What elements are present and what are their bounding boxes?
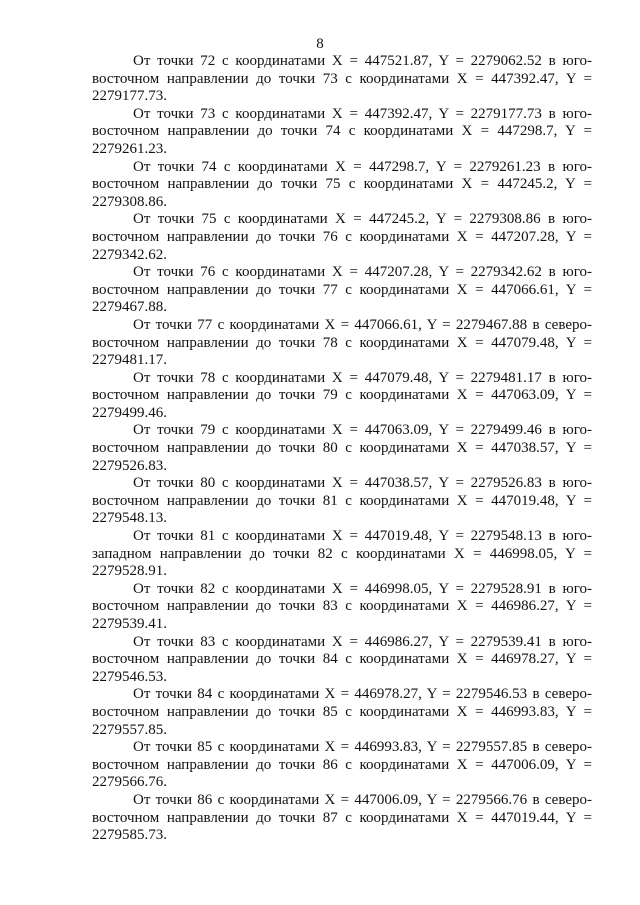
boundary-paragraph: От точки 81 с координатами X = 447019.48, Y = 2279548.13 в юго-западном направлении до точки 82 с координатами X = 446998.05, Y = 2279528.91. [92, 528, 592, 580]
document-body [92, 53, 592, 845]
boundary-paragraph: От точки 85 с координатами X = 446993.83, Y = 2279557.85 в северо-восточном направлении до точки 86 с координатами X = 447006.09, Y = 2279566.76. [92, 739, 592, 791]
boundary-paragraph: От точки 84 с координатами X = 446978.27, Y = 2279546.53 в северо-восточном направлении до точки 85 с координатами X = 446993.83, Y = 2279557.85. [92, 686, 592, 738]
boundary-paragraph: От точки 83 с координатами X = 446986.27, Y = 2279539.41 в юго-восточном направлении до точки 84 с координатами X = 446978.27, Y = 2279546.53. [92, 633, 592, 685]
page-number: 8 [316, 36, 324, 52]
boundary-paragraph: От точки 80 с координатами X = 447038.57, Y = 2279526.83 в юго-восточном направлении до точки 81 с координатами X = 447019.48, Y = 2279548.13. [92, 475, 592, 527]
boundary-paragraph: От точки 79 с координатами X = 447063.09, Y = 2279499.46 в юго-восточном направлении до точки 80 с координатами X = 447038.57, Y = 2279526.83. [92, 422, 592, 474]
boundary-paragraph: От точки 78 с координатами X = 447079.48, Y = 2279481.17 в юго-восточном направлении до точки 79 с координатами X = 447063.09, Y = 2279499.46. [92, 369, 592, 421]
boundary-paragraph: От точки 76 с координатами X = 447207.28, Y = 2279342.62 в юго-восточном направлении до точки 77 с координатами X = 447066.61, Y = 2279467.88. [92, 264, 592, 316]
boundary-paragraph: От точки 72 с координатами X = 447521.87, Y = 2279062.52 в юго-восточном направлении до точки 73 с координатами X = 447392.47, Y = 2279177.73. [92, 53, 592, 105]
boundary-paragraph: От точки 86 с координатами X = 447006.09, Y = 2279566.76 в северо-восточном направлении до точки 87 с координатами X = 447019.44, Y = 2279585.73. [92, 791, 592, 844]
boundary-paragraph: От точки 75 с координатами X = 447245.2, Y = 2279308.86 в юго-восточном направлении до точки 76 с координатами X = 447207.28, Y = 2279342.62. [92, 211, 592, 263]
boundary-paragraph: От точки 74 с координатами X = 447298.7, Y = 2279261.23 в юго-восточном направлении до точки 75 с координатами X = 447245.2, Y = 2279308.86. [92, 158, 592, 210]
boundary-paragraph: От точки 82 с координатами X = 446998.05, Y = 2279528.91 в юго-восточном направлении до точки 83 с координатами X = 446986.27, Y = 2279539.41. [92, 580, 592, 632]
boundary-paragraph: От точки 73 с координатами X = 447392.47, Y = 2279177.73 в юго-восточном направлении до точки 74 с координатами X = 447298.7, Y = 2279261.23. [92, 105, 592, 157]
boundary-paragraph: От точки 77 с координатами X = 447066.61, Y = 2279467.88 в северо-восточном направлении до точки 78 с координатами X = 447079.48, Y = 2279481.17. [92, 316, 592, 369]
